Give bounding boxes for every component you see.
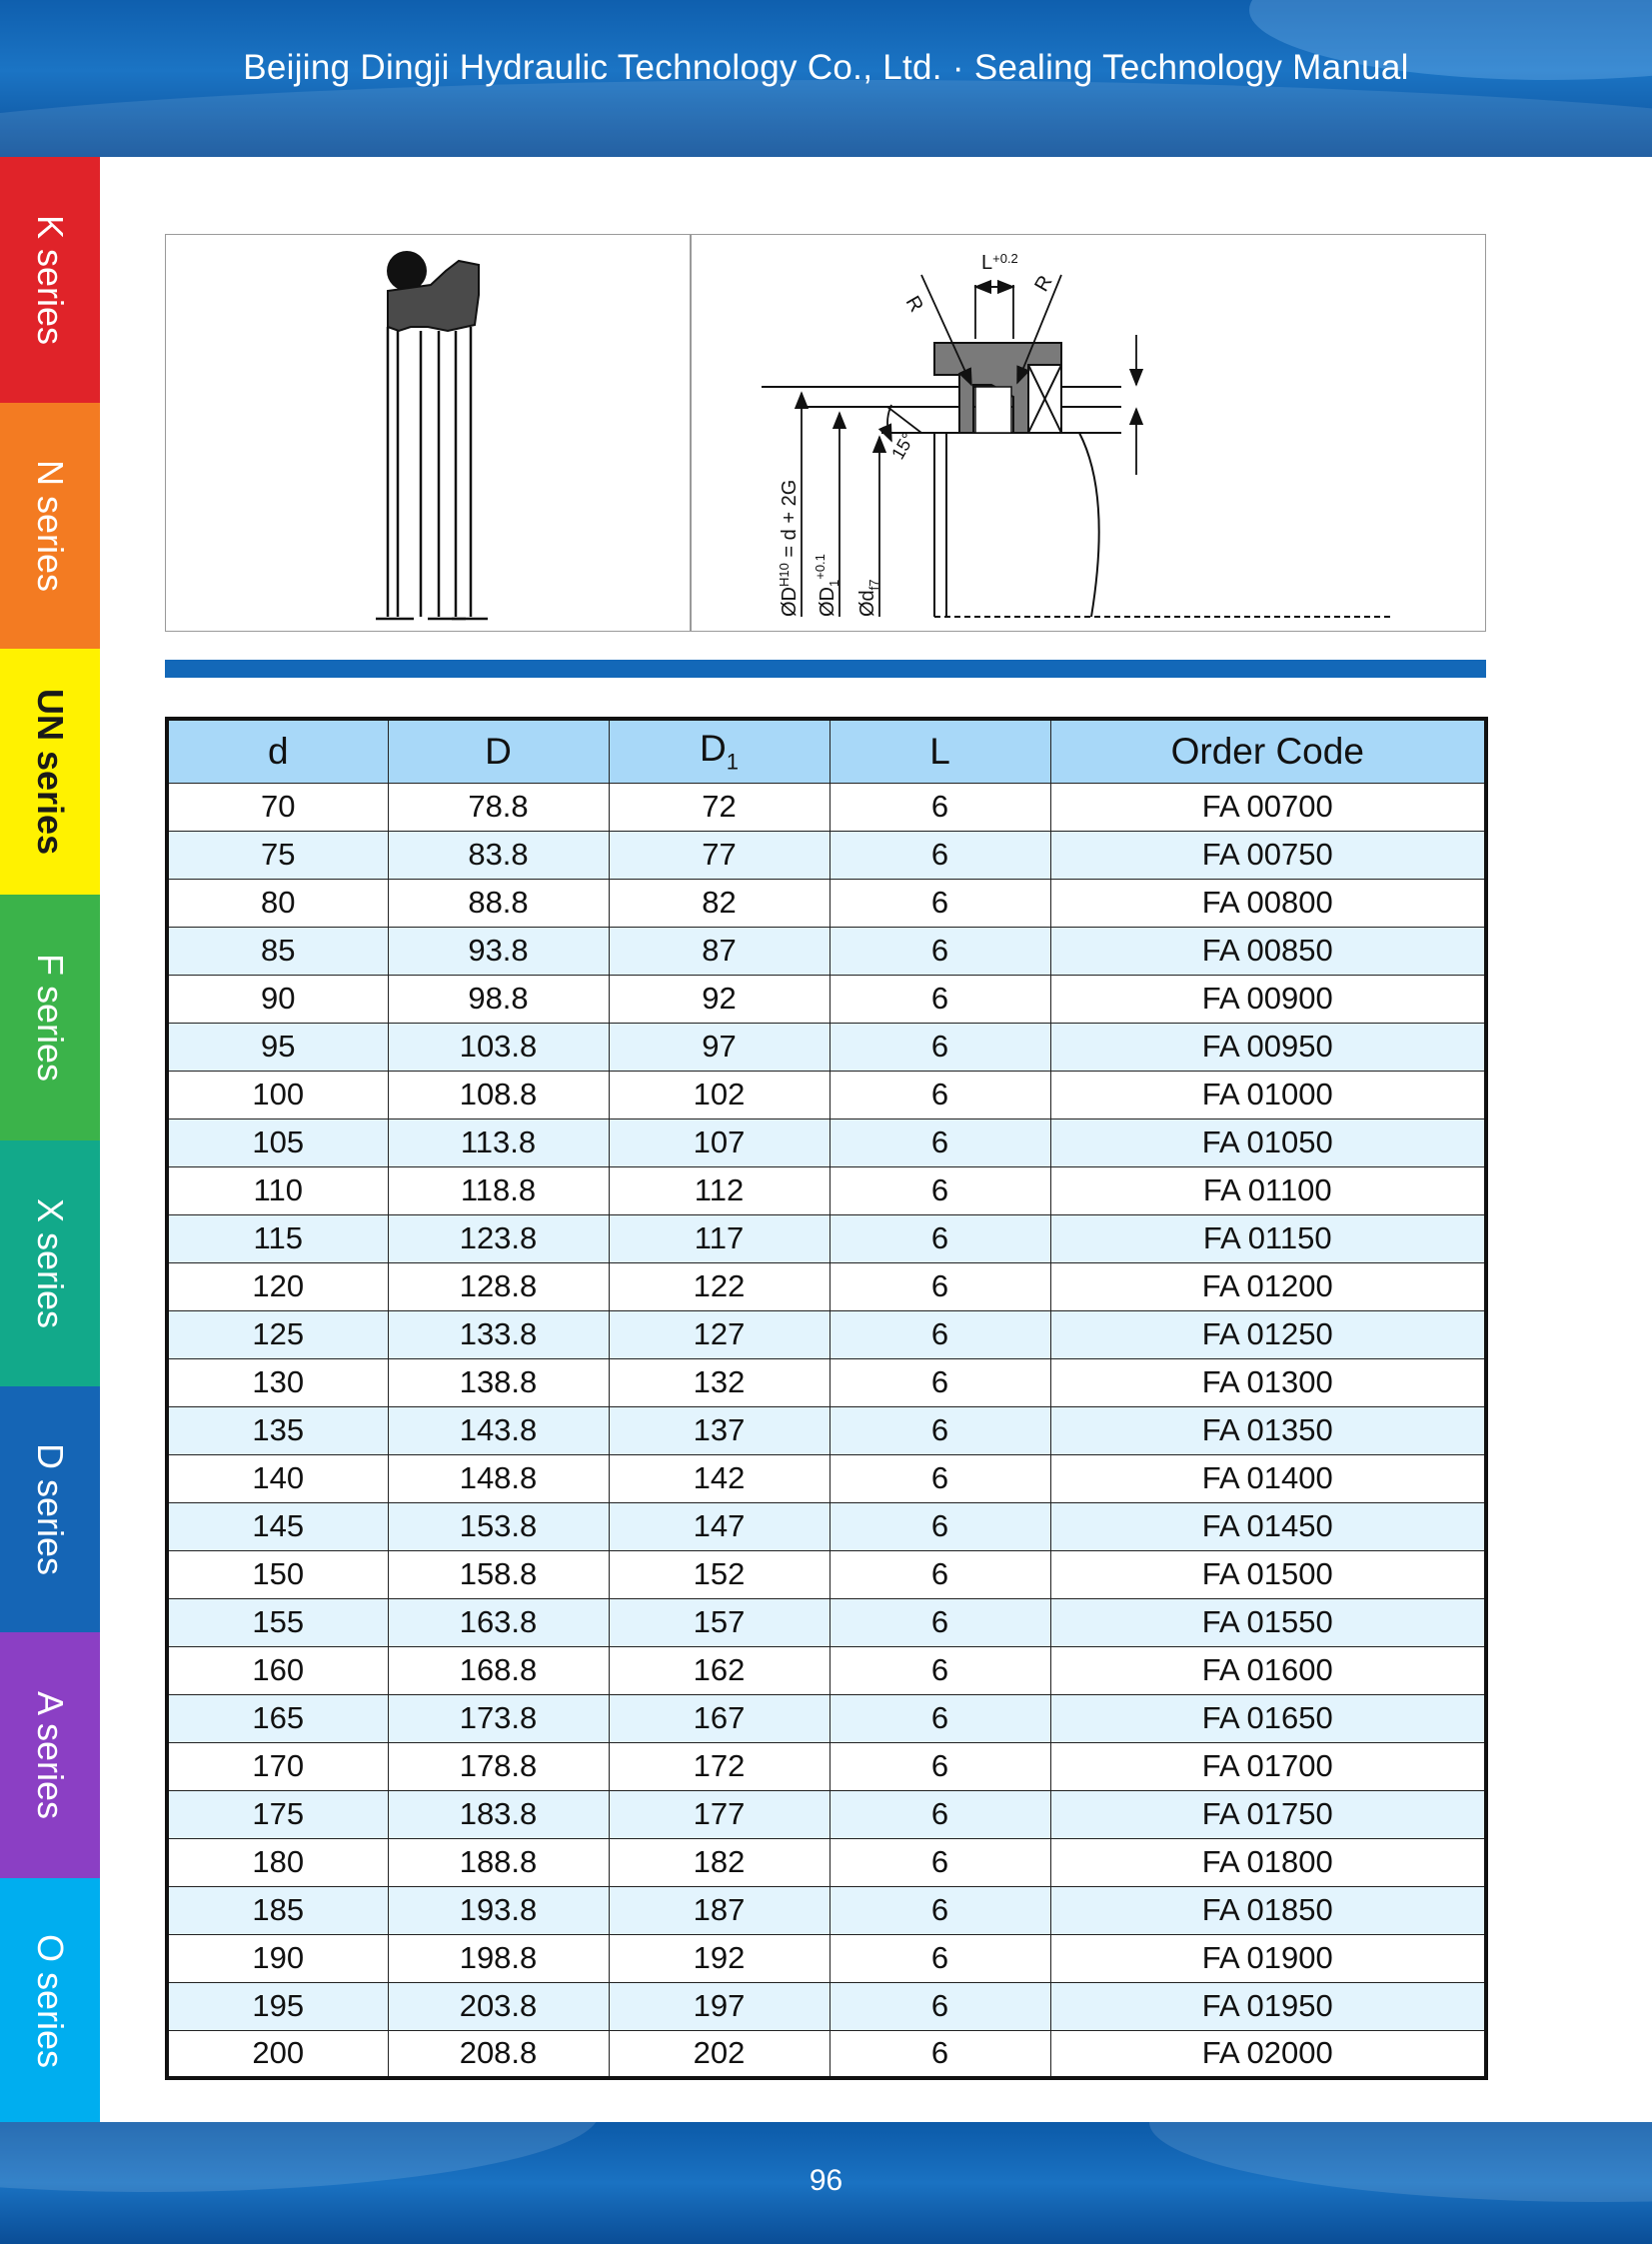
sidebar-item-label: D series bbox=[30, 1442, 71, 1576]
cell-d: 145 bbox=[167, 1502, 388, 1550]
column-header-big-d: D bbox=[388, 719, 609, 783]
cell-l: 6 bbox=[829, 1406, 1050, 1454]
cell-big-d: 183.8 bbox=[388, 1790, 609, 1838]
cell-big-d: 128.8 bbox=[388, 1262, 609, 1310]
cell-big-d: 163.8 bbox=[388, 1598, 609, 1646]
page-number: 96 bbox=[809, 2164, 843, 2197]
cell-order-code: FA 01850 bbox=[1050, 1886, 1486, 1934]
sidebar-item-label: N series bbox=[30, 459, 71, 593]
sidebar-item-un-series[interactable] bbox=[0, 649, 100, 895]
cell-order-code: FA 00950 bbox=[1050, 1023, 1486, 1071]
cell-l: 6 bbox=[829, 1166, 1050, 1214]
table-row bbox=[167, 783, 1486, 831]
cell-l: 6 bbox=[829, 1550, 1050, 1598]
table-row bbox=[167, 1790, 1486, 1838]
cell-big-d: 138.8 bbox=[388, 1358, 609, 1406]
cell-order-code: FA 01100 bbox=[1050, 1166, 1486, 1214]
groove-geometry bbox=[762, 387, 1391, 617]
header-title: Beijing Dingji Hydraulic Technology Co., Ltd. · Sealing Technology Manual bbox=[243, 48, 1409, 87]
cell-l: 6 bbox=[829, 1742, 1050, 1790]
cell-order-code: FA 01750 bbox=[1050, 1790, 1486, 1838]
dimension-table bbox=[165, 717, 1488, 2080]
sidebar-item-x-series[interactable] bbox=[0, 1140, 100, 1386]
cell-l: 6 bbox=[829, 1119, 1050, 1166]
cell-l: 6 bbox=[829, 1023, 1050, 1071]
table-row bbox=[167, 1502, 1486, 1550]
cell-d: 85 bbox=[167, 927, 388, 975]
cell-l: 6 bbox=[829, 879, 1050, 927]
cell-d: 190 bbox=[167, 1934, 388, 1982]
sidebar-item-label: X series bbox=[30, 1197, 71, 1329]
table-row bbox=[167, 1310, 1486, 1358]
table-row bbox=[167, 1646, 1486, 1694]
cell-order-code: FA 01500 bbox=[1050, 1550, 1486, 1598]
table-row bbox=[167, 1982, 1486, 2030]
cell-d: 200 bbox=[167, 2030, 388, 2078]
cell-d1: 92 bbox=[609, 975, 829, 1023]
table-row bbox=[167, 1406, 1486, 1454]
table-row bbox=[167, 1119, 1486, 1166]
cell-l: 6 bbox=[829, 1310, 1050, 1358]
cell-l: 6 bbox=[829, 1598, 1050, 1646]
cell-d1: 112 bbox=[609, 1166, 829, 1214]
cell-d1: 202 bbox=[609, 2030, 829, 2078]
dim-label-d7: $Ød_{f7}$ bbox=[856, 579, 881, 617]
sidebar-item-label: K series bbox=[30, 214, 71, 346]
cell-l: 6 bbox=[829, 1262, 1050, 1310]
cell-d1: 157 bbox=[609, 1598, 829, 1646]
sidebar-item-a-series[interactable] bbox=[0, 1632, 100, 1878]
o-ring-section bbox=[387, 251, 427, 291]
page-header bbox=[0, 0, 1652, 157]
cell-d1: 182 bbox=[609, 1838, 829, 1886]
cell-l: 6 bbox=[829, 1886, 1050, 1934]
cell-big-d: 108.8 bbox=[388, 1071, 609, 1119]
column-header-d1: $D_1$ bbox=[609, 719, 829, 783]
cell-big-d: 148.8 bbox=[388, 1454, 609, 1502]
cell-l: 6 bbox=[829, 1934, 1050, 1982]
cell-d: 80 bbox=[167, 879, 388, 927]
cell-d: 75 bbox=[167, 831, 388, 879]
cell-order-code: FA 01150 bbox=[1050, 1214, 1486, 1262]
cell-d: 135 bbox=[167, 1406, 388, 1454]
cell-l: 6 bbox=[829, 831, 1050, 879]
cell-order-code: FA 01250 bbox=[1050, 1310, 1486, 1358]
cell-d1: 122 bbox=[609, 1262, 829, 1310]
table-body bbox=[167, 783, 1486, 2078]
cell-big-d: 158.8 bbox=[388, 1550, 609, 1598]
table-row bbox=[167, 1454, 1486, 1502]
dim-label-r-right: R bbox=[1030, 271, 1057, 296]
table-row bbox=[167, 927, 1486, 975]
cell-d1: 107 bbox=[609, 1119, 829, 1166]
cell-big-d: 133.8 bbox=[388, 1310, 609, 1358]
column-header-l: L bbox=[829, 719, 1050, 783]
cell-big-d: 113.8 bbox=[388, 1119, 609, 1166]
header-decoration bbox=[0, 80, 1652, 157]
series-sidebar bbox=[0, 157, 100, 2122]
cell-l: 6 bbox=[829, 1790, 1050, 1838]
dim-label-l: $L^{+0.2}$ bbox=[981, 251, 1018, 274]
cell-d1: 177 bbox=[609, 1790, 829, 1838]
cell-d: 90 bbox=[167, 975, 388, 1023]
cell-l: 6 bbox=[829, 1502, 1050, 1550]
table-row bbox=[167, 879, 1486, 927]
cell-d: 180 bbox=[167, 1838, 388, 1886]
sidebar-item-k-series[interactable] bbox=[0, 157, 100, 403]
cell-l: 6 bbox=[829, 927, 1050, 975]
cell-order-code: FA 00800 bbox=[1050, 879, 1486, 927]
cell-d1: 127 bbox=[609, 1310, 829, 1358]
cell-order-code: FA 01650 bbox=[1050, 1694, 1486, 1742]
cell-big-d: 198.8 bbox=[388, 1934, 609, 1982]
cell-d1: 77 bbox=[609, 831, 829, 879]
cell-order-code: FA 01550 bbox=[1050, 1598, 1486, 1646]
sidebar-item-label: F series bbox=[30, 953, 71, 1083]
cell-d: 115 bbox=[167, 1214, 388, 1262]
sidebar-item-label: A series bbox=[30, 1690, 71, 1820]
cell-l: 6 bbox=[829, 1454, 1050, 1502]
cell-d: 120 bbox=[167, 1262, 388, 1310]
cell-order-code: FA 00900 bbox=[1050, 975, 1486, 1023]
cell-d: 100 bbox=[167, 1071, 388, 1119]
sidebar-item-f-series[interactable] bbox=[0, 895, 100, 1140]
cell-d1: 142 bbox=[609, 1454, 829, 1502]
cell-l: 6 bbox=[829, 1646, 1050, 1694]
sidebar-item-label: UN series bbox=[30, 688, 71, 856]
table-row bbox=[167, 1023, 1486, 1071]
cell-d1: 132 bbox=[609, 1358, 829, 1406]
cell-d: 165 bbox=[167, 1694, 388, 1742]
section-divider-bar bbox=[165, 660, 1486, 678]
table-row bbox=[167, 975, 1486, 1023]
cell-d1: 187 bbox=[609, 1886, 829, 1934]
table-row bbox=[167, 831, 1486, 879]
cell-order-code: FA 00750 bbox=[1050, 831, 1486, 879]
cell-d1: 87 bbox=[609, 927, 829, 975]
column-header-d: d bbox=[167, 719, 388, 783]
cell-big-d: 118.8 bbox=[388, 1166, 609, 1214]
table-header-row bbox=[167, 719, 1486, 783]
table-row bbox=[167, 1262, 1486, 1310]
cell-l: 6 bbox=[829, 1214, 1050, 1262]
cell-big-d: 143.8 bbox=[388, 1406, 609, 1454]
cell-order-code: FA 00850 bbox=[1050, 927, 1486, 975]
technical-drawing-panel bbox=[165, 234, 1486, 632]
cell-big-d: 123.8 bbox=[388, 1214, 609, 1262]
cell-d: 170 bbox=[167, 1742, 388, 1790]
cell-l: 6 bbox=[829, 975, 1050, 1023]
sidebar-item-o-series[interactable] bbox=[0, 1878, 100, 2124]
cell-d: 95 bbox=[167, 1023, 388, 1071]
cell-d: 70 bbox=[167, 783, 388, 831]
cell-order-code: FA 02000 bbox=[1050, 2030, 1486, 2078]
cell-big-d: 178.8 bbox=[388, 1742, 609, 1790]
cell-big-d: 153.8 bbox=[388, 1502, 609, 1550]
table-row bbox=[167, 1934, 1486, 1982]
table-row bbox=[167, 1694, 1486, 1742]
cell-order-code: FA 01300 bbox=[1050, 1358, 1486, 1406]
cell-d1: 102 bbox=[609, 1071, 829, 1119]
cell-big-d: 88.8 bbox=[388, 879, 609, 927]
cell-big-d: 188.8 bbox=[388, 1838, 609, 1886]
cell-d1: 82 bbox=[609, 879, 829, 927]
cell-big-d: 93.8 bbox=[388, 927, 609, 975]
cell-d: 130 bbox=[167, 1358, 388, 1406]
table-row bbox=[167, 1214, 1486, 1262]
table-row bbox=[167, 1358, 1486, 1406]
cell-d: 175 bbox=[167, 1790, 388, 1838]
cell-d1: 167 bbox=[609, 1694, 829, 1742]
seal-cross-section bbox=[387, 251, 479, 331]
page-footer bbox=[0, 2122, 1652, 2244]
cell-l: 6 bbox=[829, 783, 1050, 831]
cell-d: 110 bbox=[167, 1166, 388, 1214]
cell-big-d: 208.8 bbox=[388, 2030, 609, 2078]
table-row bbox=[167, 1598, 1486, 1646]
cell-order-code: FA 01350 bbox=[1050, 1406, 1486, 1454]
cell-order-code: FA 01400 bbox=[1050, 1454, 1486, 1502]
cell-d: 195 bbox=[167, 1982, 388, 2030]
table-row bbox=[167, 1838, 1486, 1886]
cell-order-code: FA 00700 bbox=[1050, 783, 1486, 831]
table-row bbox=[167, 1550, 1486, 1598]
cell-big-d: 103.8 bbox=[388, 1023, 609, 1071]
cell-order-code: FA 01050 bbox=[1050, 1119, 1486, 1166]
cell-d1: 162 bbox=[609, 1646, 829, 1694]
cell-order-code: FA 01900 bbox=[1050, 1934, 1486, 1982]
cell-d: 155 bbox=[167, 1598, 388, 1646]
cell-order-code: FA 01800 bbox=[1050, 1838, 1486, 1886]
profile-lines bbox=[376, 327, 488, 619]
table-row bbox=[167, 1071, 1486, 1119]
cell-l: 6 bbox=[829, 1358, 1050, 1406]
dim-label-angle: 15° bbox=[887, 429, 919, 463]
cell-d: 125 bbox=[167, 1310, 388, 1358]
cell-d1: 147 bbox=[609, 1502, 829, 1550]
cell-big-d: 193.8 bbox=[388, 1886, 609, 1934]
cell-l: 6 bbox=[829, 1694, 1050, 1742]
cell-d1: 192 bbox=[609, 1934, 829, 1982]
cell-d1: 117 bbox=[609, 1214, 829, 1262]
cell-order-code: FA 01450 bbox=[1050, 1502, 1486, 1550]
cell-big-d: 173.8 bbox=[388, 1694, 609, 1742]
cell-d: 105 bbox=[167, 1119, 388, 1166]
table-row bbox=[167, 2030, 1486, 2078]
cell-l: 6 bbox=[829, 1071, 1050, 1119]
cell-d1: 72 bbox=[609, 783, 829, 831]
cell-d1: 152 bbox=[609, 1550, 829, 1598]
cell-l: 6 bbox=[829, 1838, 1050, 1886]
cell-d1: 197 bbox=[609, 1982, 829, 2030]
cell-d: 150 bbox=[167, 1550, 388, 1598]
sidebar-item-label: O series bbox=[30, 1933, 71, 2069]
cell-d: 140 bbox=[167, 1454, 388, 1502]
seal-profile-drawing bbox=[166, 235, 690, 633]
sidebar-item-d-series[interactable] bbox=[0, 1386, 100, 1632]
cell-big-d: 203.8 bbox=[388, 1982, 609, 2030]
cell-order-code: FA 01200 bbox=[1050, 1262, 1486, 1310]
table-row bbox=[167, 1166, 1486, 1214]
cell-l: 6 bbox=[829, 1982, 1050, 2030]
cell-l: 6 bbox=[829, 2030, 1050, 2078]
table-row bbox=[167, 1742, 1486, 1790]
cell-d1: 137 bbox=[609, 1406, 829, 1454]
cell-d: 185 bbox=[167, 1886, 388, 1934]
cell-big-d: 168.8 bbox=[388, 1646, 609, 1694]
cell-d: 160 bbox=[167, 1646, 388, 1694]
cell-big-d: 98.8 bbox=[388, 975, 609, 1023]
cell-d1: 97 bbox=[609, 1023, 829, 1071]
dim-label-dh: $ØD^{H10} = d + 2G$ bbox=[777, 479, 801, 617]
dim-label-r-left: R bbox=[900, 292, 927, 317]
cell-order-code: FA 01950 bbox=[1050, 1982, 1486, 2030]
column-header-order-code: Order Code bbox=[1050, 719, 1486, 783]
cell-order-code: FA 01600 bbox=[1050, 1646, 1486, 1694]
table-row bbox=[167, 1886, 1486, 1934]
installation-drawing bbox=[692, 235, 1487, 633]
cell-big-d: 83.8 bbox=[388, 831, 609, 879]
cell-order-code: FA 01700 bbox=[1050, 1742, 1486, 1790]
cell-order-code: FA 01000 bbox=[1050, 1071, 1486, 1119]
cell-d1: 172 bbox=[609, 1742, 829, 1790]
sidebar-item-n-series[interactable] bbox=[0, 403, 100, 649]
cell-big-d: 78.8 bbox=[388, 783, 609, 831]
dim-label-d1: $ØD_1^{+0.1}$ bbox=[813, 554, 841, 617]
